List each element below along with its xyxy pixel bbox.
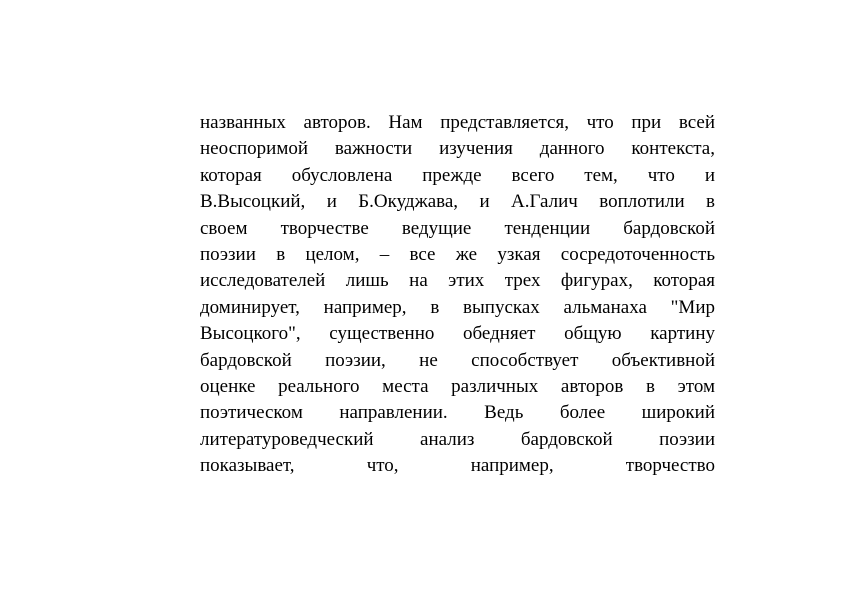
text-line: показывает, что, например, творчество	[200, 455, 715, 477]
text-line: неоспоримой важности изучения данного контекста,	[200, 138, 715, 160]
text-line: поэзии в целом, – все же узкая сосредоточенность	[200, 243, 715, 265]
text-line: Высоцкого", существенно обедняет общую картину	[200, 323, 715, 345]
text-line: бардовской поэзии, не способствует объективной	[200, 349, 715, 371]
text-line: своем творчестве ведущие тенденции бардовской	[200, 217, 715, 239]
text-line: исследователей лишь на этих трех фигурах, которая	[200, 270, 715, 292]
text-line: поэтическом направлении. Ведь более широкий	[200, 402, 715, 424]
body-paragraph	[200, 110, 715, 479]
text-line: литературоведческий анализ бардовской поэзии	[200, 428, 715, 450]
text-line: которая обусловлена прежде всего тем, что и	[200, 164, 715, 186]
text-line: оценке реального места различных авторов в этом	[200, 375, 715, 397]
text-line: В.Высоцкий, и Б.Окуджава, и А.Галич воплотили в	[200, 191, 715, 213]
text-line: доминирует, например, в выпусках альманаха "Мир	[200, 296, 715, 318]
text-line: названных авторов. Нам представляется, что при всей	[200, 112, 715, 133]
